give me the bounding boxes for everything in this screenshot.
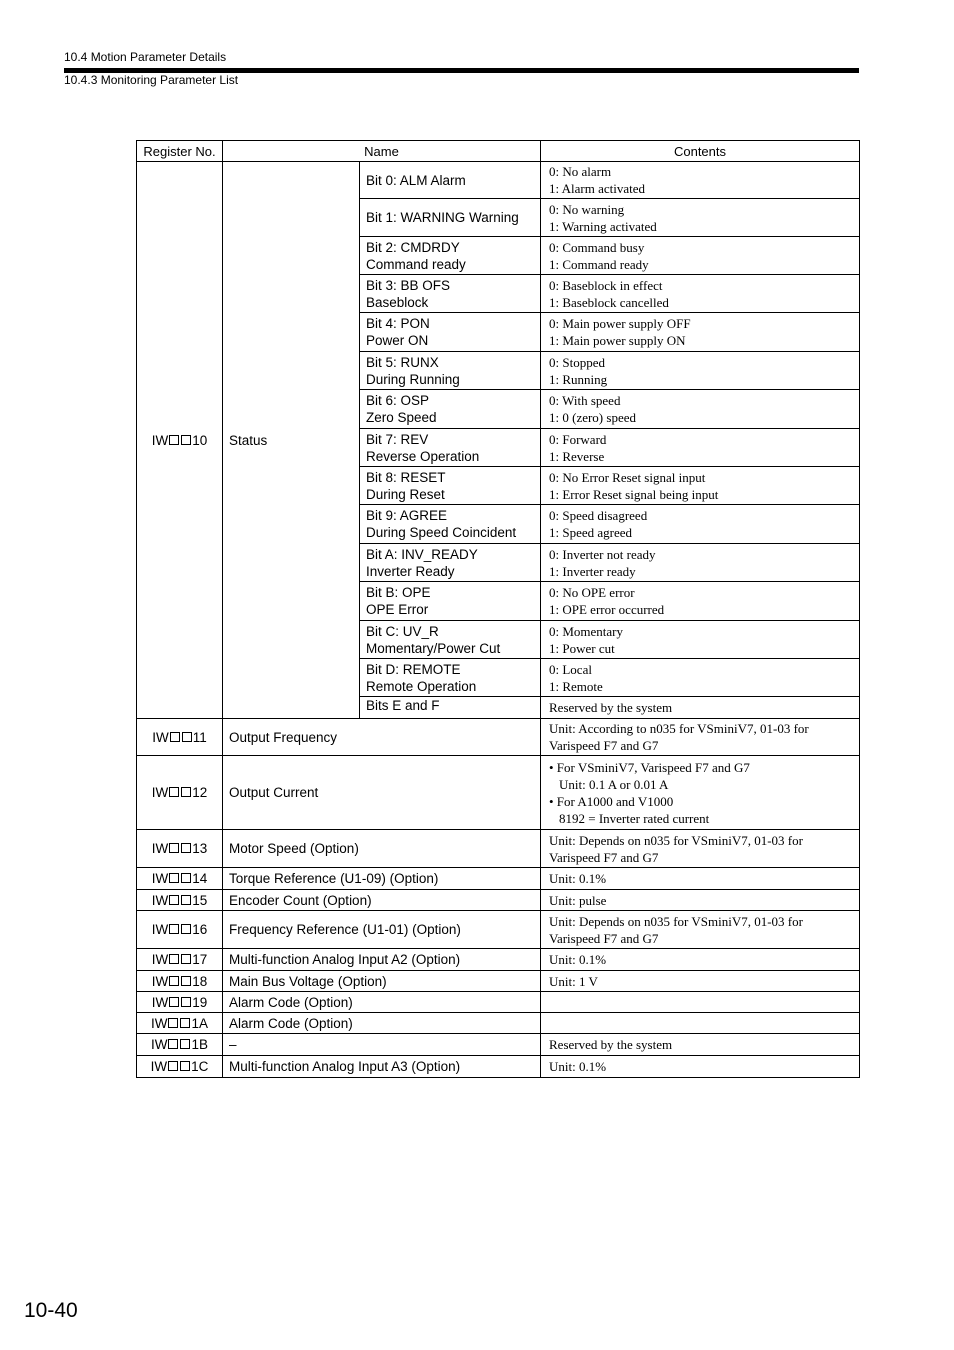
contents-line: Unit: 0.1% [549,1059,607,1074]
placeholder-box-icon [168,1018,178,1028]
placeholder-box-icon [169,976,179,986]
contents-line: Unit: pulse [549,892,607,908]
bit-name-line: During Reset [366,486,445,502]
parameter-contents-cell [541,1013,860,1034]
register-no-cell [137,971,223,992]
contents-line: 0: Local [549,661,592,677]
subsection-heading: 10.4.3 Monitoring Parameter List [64,73,239,87]
placeholder-box-icon [180,1039,190,1049]
contents-line: 1: Speed agreed [549,525,633,540]
placeholder-box-icon [168,1061,178,1071]
placeholder-box-icon [169,997,179,1007]
parameter-name-cell: Main Bus Voltage (Option) [223,971,541,992]
placeholder-box-icon [181,787,191,797]
placeholder-box-icon [181,873,191,883]
contents-line: 0: Baseblock in effect [549,277,663,293]
placeholder-box-icon [169,924,179,934]
register-prefix: IW [151,952,169,967]
register-prefix: IW [151,841,169,856]
register-prefix: IW [151,432,169,448]
bit-contents-cell [541,429,860,467]
table-row [137,949,860,971]
contents-line: 1: Reverse [549,448,605,464]
parameter-name-cell: Encoder Count (Option) [223,890,541,911]
bit-name-line: Bit 2: CMDRDY [366,239,460,255]
parameter-name-cell: Frequency Reference (U1-01) (Option) [223,911,541,949]
contents-line: Unit: Depends on n035 for VSminiV7, 01-03 for [549,832,803,848]
contents-line: 0: No alarm [549,164,612,179]
placeholder-box-icon [180,1061,190,1071]
bit-name-line: Power ON [366,333,429,348]
register-suffix: 17 [192,952,208,967]
placeholder-box-icon [181,976,191,986]
register-no-cell [137,868,223,890]
bit-name-cell [360,429,541,467]
parameter-contents-cell [541,1034,860,1056]
register-prefix: IW [151,922,169,937]
bit-name-line: Baseblock [366,294,429,310]
register-suffix: 12 [192,785,208,800]
bit-contents-cell [541,162,860,199]
contents-line: Reserved by the system [549,1037,673,1052]
register-prefix: IW [150,1059,168,1074]
status-name-cell: Status [223,162,360,719]
parameter-contents-cell [541,911,860,949]
bit-name-line: Momentary/Power Cut [366,640,501,656]
table-row [137,756,860,830]
placeholder-box-icon [181,843,191,853]
placeholder-box-icon [181,435,191,445]
bit-name-line: Bit 7: REV [366,431,429,447]
placeholder-box-icon [169,873,179,883]
table-row [137,911,860,949]
bit-contents-cell [541,313,860,352]
contents-line: • For A1000 and V1000 [549,793,674,809]
bit-name-cell [360,275,541,313]
bit-name-line: Bits E and F [366,698,440,713]
parameter-name-cell: Alarm Code (Option) [223,992,541,1013]
table-row [137,1013,860,1034]
bit-name-cell [360,582,541,621]
bit-name-line: Bit 8: RESET [366,469,446,485]
contents-line: 0: Forward [549,431,607,447]
parameter-contents-cell [541,1056,860,1078]
placeholder-box-icon [170,732,180,742]
header-register-no: Register No. [137,141,223,162]
monitoring-parameter-table [136,140,860,1078]
contents-line: 8192 = Inverter rated current [559,810,710,826]
page-number: 10-40 [24,1299,78,1322]
parameter-name-cell: Alarm Code (Option) [223,1013,541,1034]
bit-name-cell [360,505,541,544]
table-row [137,890,860,911]
register-prefix: IW [150,1015,168,1031]
bit-name-line: Bit 3: BB OFS [366,277,451,293]
table-row [137,1056,860,1078]
table-row [137,971,860,992]
bit-contents-cell [541,237,860,275]
bit-contents-cell [541,467,860,505]
contents-line: 0: Momentary [549,623,624,639]
bit-name-cell [360,659,541,697]
contents-line: Varispeed F7 and G7 [549,849,659,865]
table-row [137,868,860,890]
contents-line: 1: Running [549,371,608,387]
bit-name-line: Inverter Ready [366,563,455,579]
table-row [137,719,860,756]
contents-line: 0: With speed [549,393,621,408]
contents-line: 1: Command ready [549,256,649,272]
bit-name-line: Bit B: OPE [366,585,431,600]
bit-contents-cell [541,199,860,237]
parameter-contents-cell [541,992,860,1013]
register-no-cell [137,992,223,1013]
bit-contents-cell [541,505,860,544]
bit-name-line: Remote Operation [366,678,477,694]
table-row [137,992,860,1013]
register-suffix: 18 [192,973,208,989]
register-suffix: 19 [192,994,208,1010]
contents-line: Unit: 0.1% [549,952,607,967]
header-contents: Contents [541,141,860,162]
contents-line: 1: OPE error occurred [549,602,665,617]
contents-line: 1: Alarm activated [549,181,646,196]
contents-line: Unit: 0.1% [549,871,607,886]
bit-name-cell [360,390,541,429]
register-prefix: IW [150,1037,168,1052]
register-prefix: IW [151,892,169,908]
contents-line: 1: Main power supply ON [549,333,686,348]
register-suffix: 1A [191,1015,208,1031]
section-heading: 10.4 Motion Parameter Details [64,50,227,64]
placeholder-box-icon [169,843,179,853]
contents-line: 1: Remote [549,678,603,694]
contents-line: Unit: According to n035 for VSminiV7, 01-03 for [549,721,809,736]
parameter-contents-cell [541,756,860,830]
bit-name-line: Bit 9: AGREE [366,508,448,523]
bit-name-cell [360,199,541,237]
register-no-cell [137,756,223,830]
bit-name-line: Bit 6: OSP [366,393,430,408]
bit-contents-cell [541,390,860,429]
parameter-name-cell: Torque Reference (U1-09) (Option) [223,868,541,890]
parameter-contents-cell [541,890,860,911]
contents-line: 0: Command busy [549,239,645,255]
contents-line: 0: Inverter not ready [549,546,656,562]
bit-contents-cell [541,275,860,313]
parameter-contents-cell [541,830,860,868]
placeholder-box-icon [169,895,179,905]
parameter-name-cell: – [223,1034,541,1056]
contents-line: 1: Warning activated [549,218,657,234]
register-no-cell [137,162,223,719]
bit-name-cell [360,313,541,352]
bit-name-cell [360,352,541,390]
placeholder-box-icon [169,787,179,797]
contents-line: 0: No warning [549,201,625,217]
register-no-cell [137,949,223,971]
bit-name-line: Bit 1: WARNING Warning [366,210,519,225]
placeholder-box-icon [181,954,191,964]
placeholder-box-icon [181,924,191,934]
parameter-contents-cell [541,719,860,756]
bit-name-cell [360,467,541,505]
parameter-contents-cell [541,949,860,971]
placeholder-box-icon [169,435,179,445]
table-row [137,830,860,868]
register-prefix: IW [151,973,169,989]
register-no-cell [137,911,223,949]
register-suffix: 10 [192,432,208,448]
bit-name-cell [360,237,541,275]
contents-line: Unit: 1 V [549,973,598,989]
contents-line: 0: No Error Reset signal input [549,469,706,485]
register-suffix: 14 [192,871,208,886]
register-prefix: IW [151,871,169,886]
placeholder-box-icon [181,997,191,1007]
register-suffix: 1C [191,1059,209,1074]
bit-contents-cell [541,544,860,582]
parameter-name-cell: Multi-function Analog Input A3 (Option) [223,1056,541,1078]
register-suffix: 13 [192,841,208,856]
register-prefix: IW [151,994,169,1010]
register-no-cell [137,890,223,911]
register-suffix: 15 [192,892,208,908]
parameter-name-cell: Output Frequency [223,719,541,756]
register-no-cell [137,1056,223,1078]
parameter-contents-cell [541,868,860,890]
contents-line: 0: No OPE error [549,585,635,600]
parameter-contents-cell [541,971,860,992]
contents-line: 0: Speed disagreed [549,508,648,523]
contents-line: 1: Power cut [549,640,615,656]
bit-name-line: During Running [366,371,460,387]
contents-line: 1: Baseblock cancelled [549,294,669,310]
bit-name-cell [360,697,541,719]
bit-name-cell [360,621,541,659]
bit-name-cell [360,544,541,582]
contents-line: Varispeed F7 and G7 [549,738,659,753]
contents-line: • For VSminiV7, Varispeed F7 and G7 [549,759,750,775]
contents-line: 1: 0 (zero) speed [549,410,636,425]
bit-name-line: Bit C: UV_R [366,623,439,639]
register-suffix: 1B [191,1037,208,1052]
contents-line: 1: Inverter ready [549,563,636,579]
placeholder-box-icon [168,1039,178,1049]
table-row [137,1034,860,1056]
bit-name-line: Command ready [366,256,466,272]
bit-name-line: Bit 5: RUNX [366,354,439,370]
register-no-cell [137,1034,223,1056]
bit-contents-cell [541,621,860,659]
bit-name-line: OPE Error [366,602,429,617]
contents-line: Unit: 0.1 A or 0.01 A [559,776,669,792]
register-no-cell [137,1013,223,1034]
bit-name-line: Bit 0: ALM Alarm [366,172,466,188]
bit-name-line: Reverse Operation [366,448,480,464]
table-header-row [137,141,860,162]
placeholder-box-icon [169,954,179,964]
placeholder-box-icon [180,1018,190,1028]
register-prefix: IW [151,785,169,800]
bit-name-line: Zero Speed [366,410,437,425]
bit-contents-cell [541,659,860,697]
register-no-cell [137,719,223,756]
parameter-name-cell: Output Current [223,756,541,830]
table-row [137,162,860,199]
placeholder-box-icon [182,732,192,742]
header-name: Name [223,141,541,162]
bit-name-line: Bit D: REMOTE [366,661,461,677]
bit-name-line: Bit 4: PON [366,316,430,331]
bit-name-line: Bit A: INV_READY [366,546,478,562]
bit-name-cell [360,162,541,199]
parameter-name-cell: Motor Speed (Option) [223,830,541,868]
contents-line: Reserved by the system [549,700,673,715]
register-suffix: 16 [192,922,208,937]
register-no-cell [137,830,223,868]
contents-line: 0: Stopped [549,354,605,370]
contents-line: 0: Main power supply OFF [549,316,691,331]
register-prefix: IW [152,729,169,745]
bit-contents-cell [541,582,860,621]
bit-name-line: During Speed Coincident [366,525,517,540]
contents-line: Unit: Depends on n035 for VSminiV7, 01-03 for [549,913,803,929]
placeholder-box-icon [181,895,191,905]
bit-contents-cell [541,697,860,719]
contents-line: Varispeed F7 and G7 [549,930,659,946]
contents-line: 1: Error Reset signal being input [549,486,719,502]
parameter-name-cell: Multi-function Analog Input A2 (Option) [223,949,541,971]
bit-contents-cell [541,352,860,390]
register-suffix: 11 [192,729,207,745]
